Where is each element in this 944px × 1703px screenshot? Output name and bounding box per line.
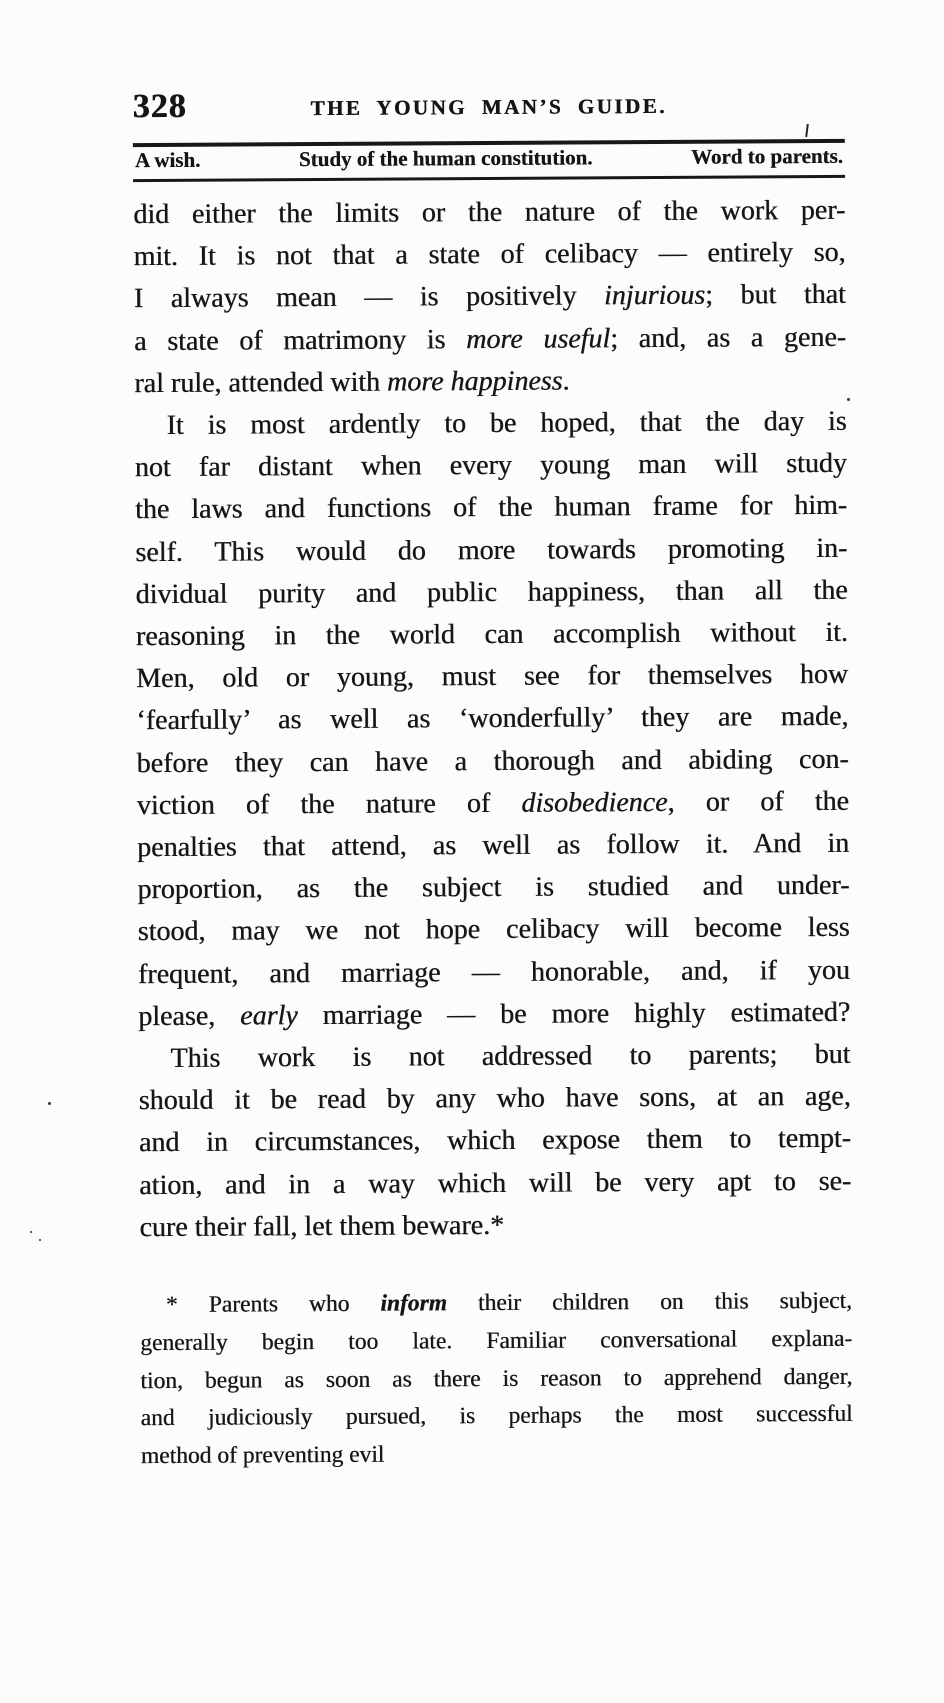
text-line: please, early marriage — be more highly estimated?	[138, 996, 851, 1033]
text-line: dividual purity and public happiness, than all the	[135, 574, 848, 610]
text-line: generally begin too late. Familiar conversational explana-	[140, 1325, 853, 1356]
running-title: THE YOUNG MAN’S GUIDE.	[310, 93, 667, 121]
text-line: * Parents who inform their children on this subject,	[165, 1287, 853, 1318]
scan-artifact-speck	[39, 1239, 41, 1241]
text-line: should it be read by any who have sons, at an age,	[138, 1081, 851, 1117]
text-line: Men, old or young, must see for themselves how	[136, 659, 849, 695]
text-line: ation, and in a way which will be very apt to se-	[139, 1165, 852, 1201]
text-line: and in circumstances, which expose them to tempt-	[138, 1123, 852, 1159]
text-line: It is most ardently to be hoped, that the day is	[166, 405, 847, 441]
text-line: ‘fearfully’ as well as ‘wonderfully’ they are made,	[136, 701, 849, 737]
text-line: method of preventing evil	[140, 1441, 385, 1470]
text-line: I always mean — is positively injurious; but that	[133, 279, 846, 315]
section-label-a-wish: A wish.	[134, 147, 201, 173]
text-line: penalties that attend, as well as follow it. And in	[137, 827, 850, 864]
text-line: viction of the nature of disobedience, or of the	[136, 785, 849, 822]
text-line: ral rule, attended with more happiness.	[134, 365, 570, 399]
text-line: mit. It is not that a state of celibacy — entirely so,	[133, 237, 846, 273]
text-line: proportion, as the subject is studied and under-	[137, 870, 850, 906]
scan-artifact-speck	[847, 398, 850, 401]
page-content	[132, 0, 854, 1703]
text-line: before they can have a thorough and abiding con-	[136, 743, 849, 779]
text-line: stood, may we not hope celibacy will become less	[137, 912, 850, 948]
section-label-study-constitution: Study of the human constitution.	[298, 145, 593, 172]
text-line: This work is not addressed to parents; but	[170, 1038, 851, 1075]
header-rule-bottom	[133, 175, 845, 182]
text-line: the laws and functions of the human frame for him-	[134, 490, 848, 526]
text-line: and judiciously pursued, is perhaps the most successful	[140, 1401, 853, 1432]
text-line: not far distant when every young man will study	[134, 448, 847, 484]
scan-artifact-speck	[30, 1231, 32, 1233]
text-line: reasoning in the world can accomplish without it.	[135, 616, 848, 653]
text-line: frequent, and marriage — honorable, and, if you	[137, 954, 850, 990]
page-number: 328	[132, 87, 187, 126]
section-label-word-to-parents: Word to parents.	[690, 143, 843, 169]
body-text	[133, 190, 851, 1249]
text-line: tion, begun as soon as there is reason to apprehend danger,	[140, 1363, 853, 1394]
section-summary-row	[135, 144, 843, 173]
text-line: a state of matrimony is more useful; and, as a gene-	[133, 321, 847, 357]
text-line: cure their fall, let them beware.*	[139, 1209, 505, 1244]
scan-artifact-speck	[48, 1102, 51, 1105]
footnote	[140, 1283, 853, 1476]
text-line: did either the limits or the nature of the work per-	[133, 194, 846, 231]
text-line: self. This would do more towards promoting in-	[135, 532, 848, 568]
